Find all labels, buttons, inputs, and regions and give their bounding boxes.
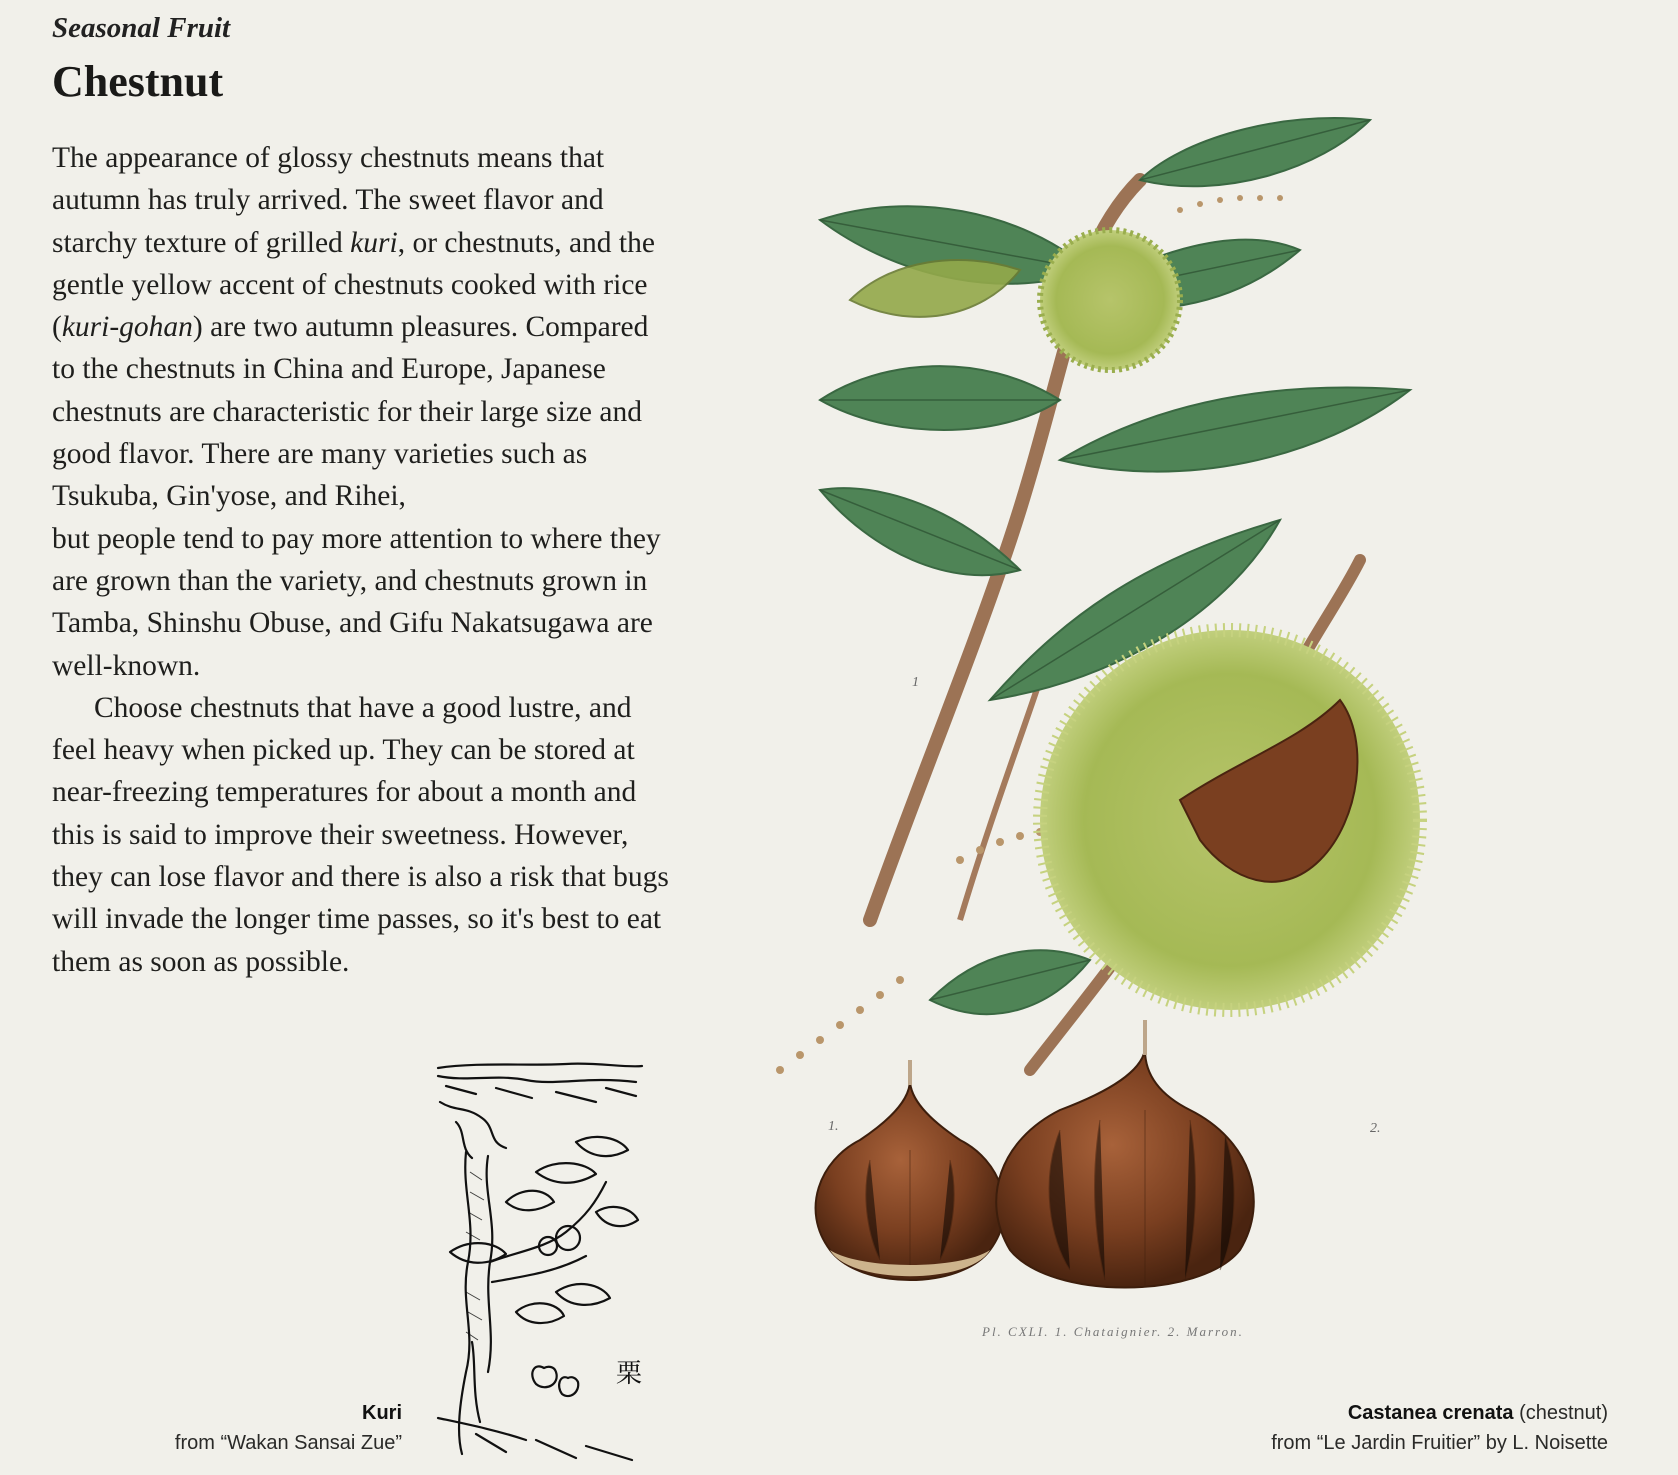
paragraph-2: Choose chestnuts that have a good lustre, and feel heavy when picked up. They can be stored at near-freezing temperatures for about a month and this is said to improve their sweetness. However, they can lose flavor and there is also a risk that bugs will invade the longer time passes, so it's best to eat them as soon as possible.: [52, 691, 669, 978]
plate-label: Pl. CXLI. 1. Chataignier. 2. Marron.: [982, 1324, 1244, 1339]
kuri-woodcut-illustration: [436, 1062, 646, 1462]
paragraph-1: [52, 137, 672, 687]
section-kicker: Seasonal Fruit: [52, 12, 231, 44]
caption-castanea-name: Castanea crenata: [1347, 1402, 1514, 1424]
leaf: [820, 366, 1060, 430]
page-title: Chestnut: [52, 57, 224, 106]
caption-castanea-suffix: (chestnut): [1513, 1402, 1608, 1424]
small-bur: [1040, 230, 1180, 370]
p1-text-d: but people tend to pay more attention to where they are grown than the variety, and chestnuts grown in Tamba, Shinshu Obuse, and Gifu Nakatsugawa are well-known.: [52, 522, 661, 682]
term-kuri-gohan: kuri-gohan: [61, 311, 193, 344]
fig-num-branch: 1: [912, 675, 919, 690]
article-body: [52, 137, 672, 983]
leaf: [820, 488, 1020, 575]
p1-text-c: ) are two autumn pleasures. Compared to the chestnuts in China and Europe, Japanese chestnuts are characteristic for their large size and good flavor. There are many varieties such as Tsukuba, Gin'yose, and Rihei,: [52, 311, 649, 513]
castanea-botanical-illustration: [760, 100, 1660, 1360]
p1-text-a: The appearance of glossy chestnuts means that autumn has truly arrived. The sweet flavor and starchy texture of grilled: [52, 142, 605, 259]
fig-num-2: 2.: [1370, 1121, 1381, 1136]
caption-kuri: [175, 1398, 402, 1458]
caption-castanea-source: from “Le Jardin Fruitier” by L. Noisette: [1271, 1432, 1608, 1454]
caption-kuri-name: Kuri: [362, 1402, 402, 1424]
caption-kuri-source: from “Wakan Sansai Zue”: [174, 1432, 402, 1454]
kuri-kanji-label: 栗: [616, 1359, 643, 1389]
fig-num-1: 1.: [828, 1119, 839, 1134]
term-kuri: kuri: [350, 226, 398, 259]
p1-text-b: , or chestnuts, and the gentle yellow accent of chestnuts cooked with rice (: [52, 226, 655, 344]
chestnut-1: [816, 1060, 1005, 1280]
caption-castanea: [1271, 1398, 1608, 1458]
leaf: [930, 950, 1090, 1014]
caption-castanea-title: [1271, 1398, 1608, 1428]
